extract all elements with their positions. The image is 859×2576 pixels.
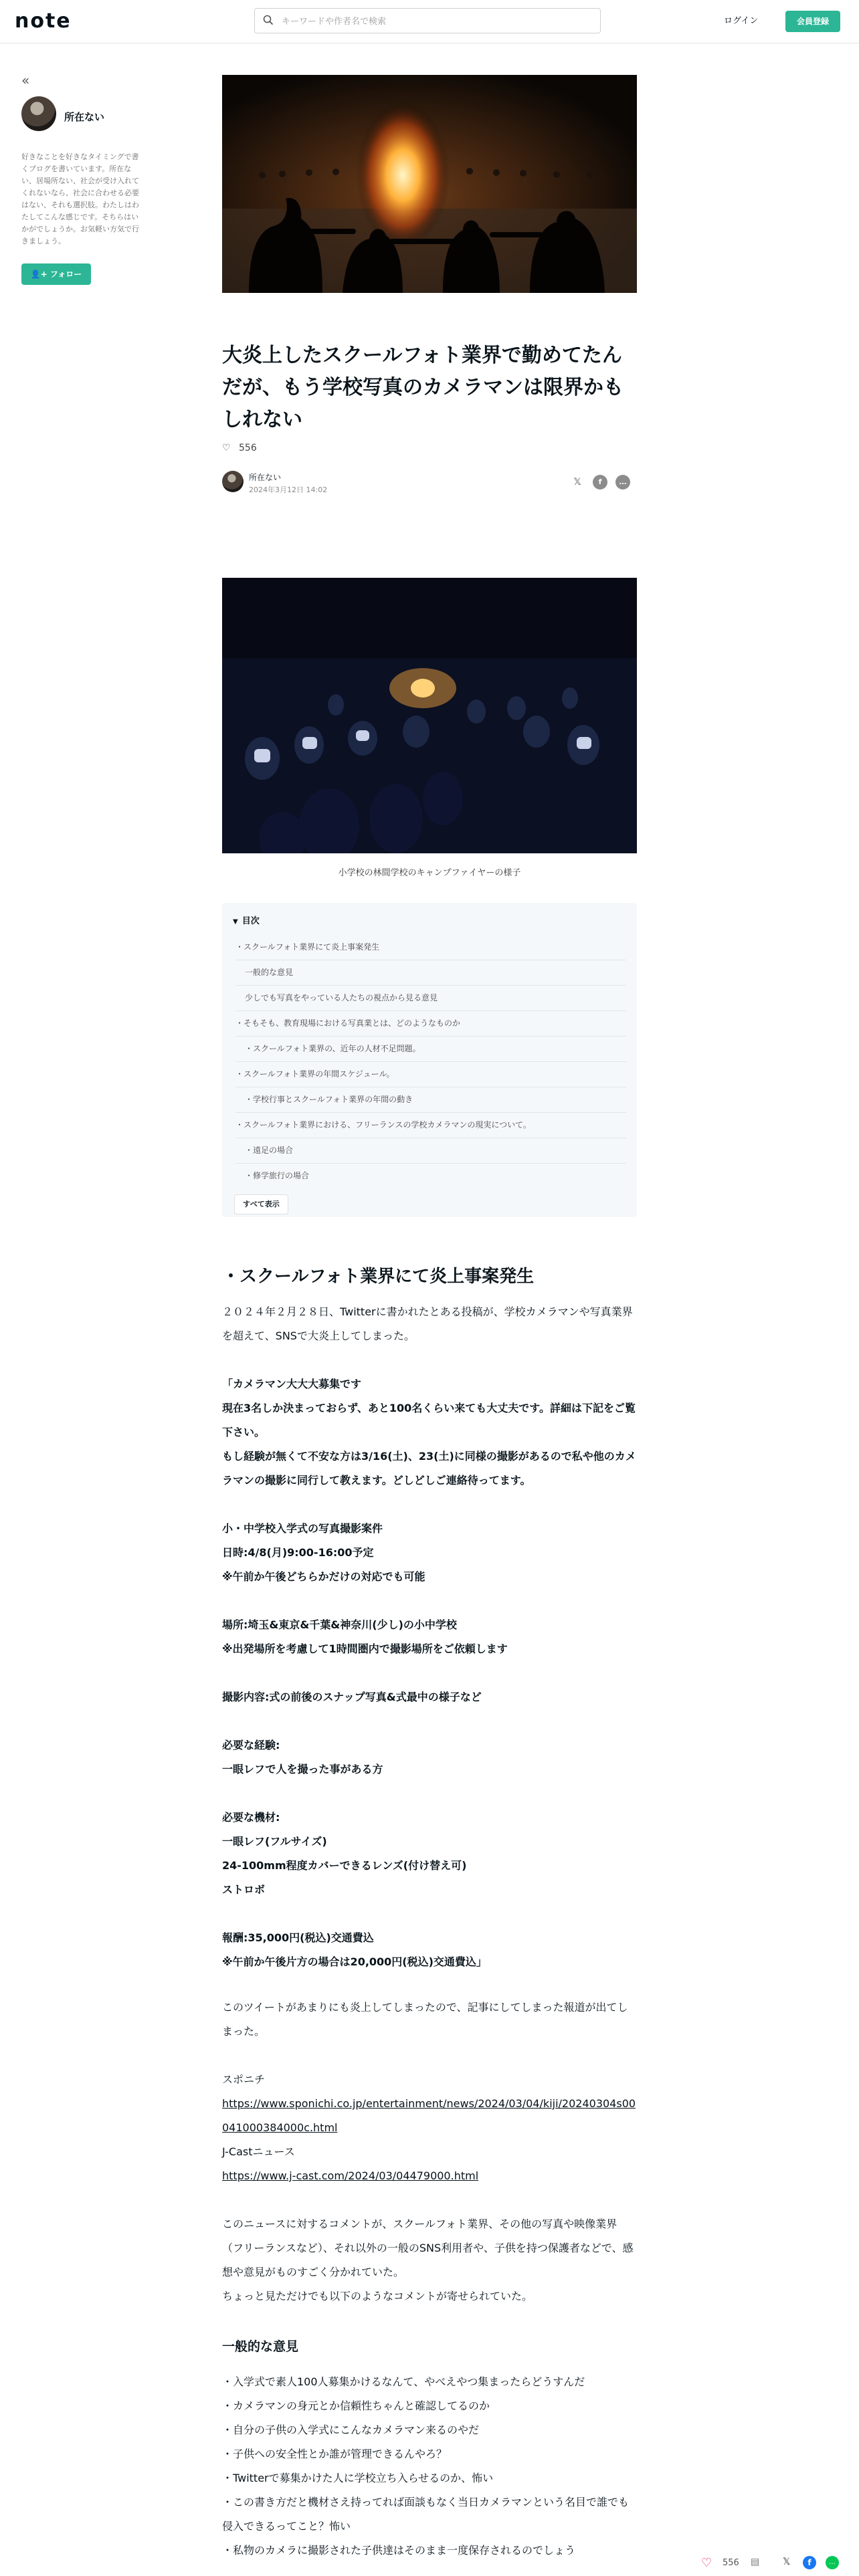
quote-spacer	[222, 1709, 637, 1733]
quote-line: ※午前か午後どちらかだけの対応でも可能	[222, 1570, 425, 1583]
quote-spacer	[222, 1493, 637, 1517]
quote-line: ストロボ	[222, 1883, 266, 1896]
creator-avatar[interactable]	[21, 96, 56, 131]
source-name: J-Castニュース	[222, 2145, 295, 2158]
table-of-contents	[222, 903, 637, 1217]
search-icon	[263, 15, 274, 25]
bottom-action-bar	[696, 2551, 859, 2576]
site-header	[0, 0, 859, 43]
article-image-night-camp	[222, 578, 637, 853]
quote-spacer	[222, 1782, 637, 1806]
toc-item[interactable]: ・遠足の場合	[235, 1138, 626, 1164]
source-link[interactable]: https://www.sponichi.co.jp/entertainment/news/2024/03/04/kiji/20240304s00041000384000c.html	[222, 2097, 636, 2134]
image-caption: 小学校の林間学校のキャンプファイヤーの様子	[338, 868, 521, 878]
signup-button[interactable]: 会員登録	[785, 11, 840, 32]
search-box[interactable]	[254, 8, 601, 33]
heart-icon[interactable]: ♡	[222, 443, 231, 453]
quote-line: 一眼レフ(フルサイズ)	[222, 1835, 327, 1848]
toc-item[interactable]: 少しでも写真をやっている人たちの視点から見る意見	[235, 986, 626, 1011]
sources	[222, 2068, 637, 2188]
toc-item[interactable]: 一般的な意見	[235, 960, 626, 986]
facebook-share-icon[interactable]: f	[593, 475, 607, 490]
quoted-tweet	[222, 1372, 637, 1974]
facebook-share-icon[interactable]: f	[803, 2556, 816, 2569]
list-item: ・入学式で素人100人募集かけるなんて、やべえやつ集まったらどうすんだ	[222, 2375, 585, 2388]
note-logo[interactable]: note	[15, 9, 72, 33]
publish-date: 2024年3月12日 14:02	[249, 486, 328, 494]
quote-line: 現在3名しか決まっておらず、あと100名くらい来ても大丈夫です。詳細は下記をご覧下さい。	[222, 1402, 636, 1438]
login-link[interactable]: ログイン	[724, 16, 759, 26]
bottom-like-count: 556	[723, 2558, 739, 2568]
creator-bio: 好きなことを好きなタイミングで書くブログを書いています。所在ない、居場所ない、社会が受け入れてくれないなら、社会に合わせる必要はない、それも選択肢。わたしはわたしてこんな感じです。そちらはいかがでしょうか。お気軽い方気で行きましょう。	[21, 152, 139, 245]
heart-icon[interactable]: ♡	[701, 2556, 712, 2570]
line-share-icon[interactable]: …	[615, 475, 630, 490]
like-area[interactable]	[222, 443, 257, 453]
magazine-add-icon[interactable]: ▤	[751, 2557, 760, 2567]
subsection-heading: 一般的な意見	[222, 2339, 299, 2354]
quote-line: 場所:埼玉&東京&千葉&神奈川(少し)の小中学校	[222, 1618, 457, 1631]
caret-down-icon: ▼	[233, 918, 238, 926]
quote-line: ※午前か午後片方の場合は20,000円(税込)交通費込」	[222, 1955, 487, 1968]
header-image-campfire	[222, 75, 637, 293]
quote-line: ※出発場所を考慮して1時間圏内で撮影場所をご依頼します	[222, 1642, 508, 1655]
source-link[interactable]: https://www.j-cast.com/2024/03/04479000.html	[222, 2169, 479, 2182]
x-share-icon[interactable]: 𝕏	[783, 2557, 791, 2567]
like-count: 556	[239, 443, 257, 453]
quote-line: 一眼レフで人を撮った事がある方	[222, 1763, 383, 1776]
list-item: ・Twitterで募集かけた人に学校立ち入らせるのか、怖い	[222, 2472, 494, 2484]
quote-line: 報酬:35,000円(税込)交通費込	[222, 1931, 374, 1944]
quote-line: 「カメラマン大大大募集です	[222, 1378, 362, 1390]
list-item: ・この書き方だと機材さえ持ってれば面談もなく当日カメラマンという名目で誰でも侵入できるってこと？怖い	[222, 2496, 630, 2533]
quote-line: 小・中学校入学式の写真撮影案件	[222, 1522, 383, 1535]
toc-item[interactable]: ・スクールフォト業界の、近年の人材不足問題。	[235, 1037, 626, 1062]
quote-line: 必要な経験:	[222, 1739, 280, 1751]
quote-spacer	[222, 1661, 637, 1685]
quote-spacer	[222, 1589, 637, 1613]
paragraph: このツイートがあまりにも炎上してしまったので、記事にしてしまった報道が出てしまった。	[222, 2001, 628, 2038]
opinion-list	[222, 2370, 637, 2563]
list-item: ・自分の子供の入学式にこんなカメラマン来るのやだ	[222, 2424, 480, 2436]
article-title: 大炎上したスクールフォト業界で勤めてたんだが、もう学校写真のカメラマンは限界かもしれない	[222, 344, 624, 431]
paragraph: ２０２４年２月２８日、Twitterに書かれたとある投稿が、学校カメラマンや写真業界を超えて、SNSで大炎上してしまった。	[222, 1305, 633, 1342]
user-plus-icon: 👤+	[30, 270, 47, 279]
creator-name[interactable]: 所在ない	[64, 111, 105, 123]
toc-show-all-button[interactable]: すべて表示	[234, 1194, 288, 1214]
paragraph	[222, 2212, 637, 2309]
paragraph-line: ちょっと見ただけでも以下のようなコメントが寄せられていた。	[222, 2290, 533, 2302]
toc-item[interactable]: ・スクールフォト業界にて炎上事案発生	[235, 935, 626, 960]
toc-item[interactable]: ・そもそも、教育現場における写真業とは、どのようなものか	[235, 1011, 626, 1037]
collapse-sidebar-icon[interactable]: «	[21, 72, 30, 88]
author-avatar[interactable]	[222, 471, 244, 492]
toc-item[interactable]: ・学校行事とスクールフォト業界の年間の動き	[235, 1087, 626, 1113]
toc-item[interactable]: ・スクールフォト業界における、フリーランスの学校カメラマンの現実について。	[235, 1113, 626, 1138]
quote-spacer	[222, 1902, 637, 1926]
paragraph-line: このニュースに対するコメントが、スクールフォト業界、その他の写真や映像業界（フリーランスなど）、それ以外の一般のSNS利用者や、子供を持つ保護者などで、感想や意見がものすごく分かれていた。	[222, 2218, 634, 2278]
author-name[interactable]: 所在ない	[249, 473, 282, 482]
quote-line: もし経験が無くて不安な方は3/16(土)、23(土)に同様の撮影があるので私や他のカメラマンの撮影に同行して教えます。どしどしご連絡待ってます。	[222, 1450, 636, 1487]
line-share-icon[interactable]: …	[826, 2556, 839, 2569]
quote-line: 24-100mm程度カバーできるレンズ(付け替え可)	[222, 1859, 467, 1872]
toc-item[interactable]: ・修学旅行の場合	[245, 1171, 310, 1180]
quote-line: 必要な機材:	[222, 1811, 280, 1824]
follow-label: フォロー	[50, 270, 82, 279]
search-input[interactable]	[280, 13, 591, 30]
toc-toggle[interactable]	[233, 914, 260, 926]
list-item: ・私物のカメラに撮影された子供達はそのまま一度保存されるのでしょう	[222, 2544, 576, 2557]
x-share-icon[interactable]: 𝕏	[570, 475, 585, 490]
quote-line: 日時:4/8(月)9:00-16:00予定	[222, 1546, 374, 1559]
list-item: ・カメラマンの身元とか信頼性ちゃんと確認してるのか	[222, 2399, 490, 2412]
list-item: ・子供への安全性とか誰が管理できるんやろ？	[222, 2448, 448, 2460]
source-name: スポニチ	[222, 2073, 266, 2086]
toc-list	[235, 935, 626, 1188]
toc-heading: 目次	[242, 916, 260, 926]
toc-item[interactable]: ・スクールフォト業界の年間スケジュール。	[235, 1062, 626, 1087]
quote-line: 撮影内容:式の前後のスナップ写真&式最中の様子など	[222, 1691, 482, 1703]
follow-button[interactable]	[21, 263, 91, 285]
section-heading: ・スクールフォト業界にて炎上事案発生	[222, 1267, 535, 1287]
